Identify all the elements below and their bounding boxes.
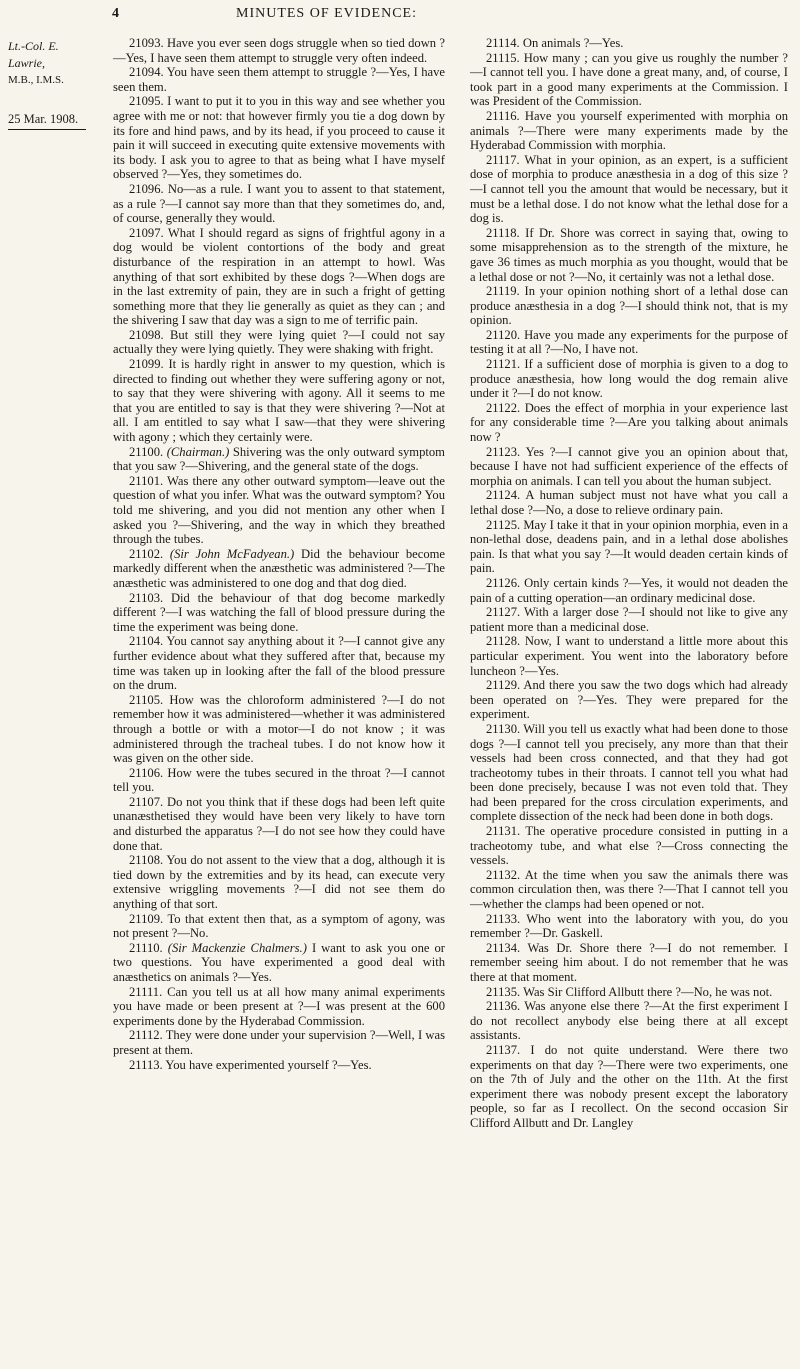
question-number: 21134. [486,940,521,955]
witness-degrees: M.B., I.M.S. [8,74,64,86]
testimony-text: I want to put it to you in this way and see whether you agree with me or not: that however firmly you tie a dog down by its fore and hind paws, and by its head, if you proceed to cause it pain it will succeed in executing quite extensive movements with its body. I ask you to agree to that as being what I have myself observed ?—Yes, they sometimes do. [113,94,445,182]
question-number: 21116. [486,108,520,123]
question-number: 21132. [486,867,521,882]
testimony-paragraph [113,766,445,795]
testimony-paragraph [113,941,445,985]
question-number: 21113. [129,1057,163,1072]
question-number: 21102. [129,546,164,561]
question-number: 21133. [486,911,521,926]
right-column [470,36,788,1131]
page-number: 4 [112,6,119,21]
testimony-text: What in your opinion, as an expert, is a sufficient dose of morphia to produce anæsthesia in a dog of this size ?—I cannot tell you the amount that would be necessary, but it must be a lethal dose. I do not know what the lethal dose for a dog is. [470,152,789,226]
question-number: 21100. [129,444,164,459]
testimony-paragraph [470,109,788,153]
testimony-text: Now, I want to understand a little more about this particular experiment. You went into the laboratory before luncheon ?—Yes. [470,634,788,678]
testimony-paragraph [470,678,788,722]
testimony-paragraph [470,153,788,226]
testimony-text: Was Sir Clifford Allbutt there ?—No, he was not. [523,984,773,999]
question-number: 21127. [486,605,521,620]
witness-margin-note [8,38,86,130]
testimony-paragraph [113,693,445,766]
testimony-text: I want to ask you one or two questions. You have experimented a good deal with anæsthetics on animals ?—Yes. [113,940,445,984]
question-number: 21105. [129,692,164,707]
question-number: 21101. [129,473,164,488]
testimony-paragraph [113,795,445,853]
testimony-text: Only certain kinds ?—Yes, it would not deaden the pain of a cutting operation—an ordinary medicinal dose. [470,575,788,605]
testimony-paragraph [470,488,788,517]
testimony-text: You cannot say anything about it ?—I cannot give any further evidence about what they suffered after that, because my time was taken up in looking after the fall of the blood pressure on the drum. [113,634,445,693]
question-number: 21121. [486,357,521,372]
testimony-paragraph [470,722,788,824]
testimony-text: Does the effect of morphia in your experience last for any considerable time ?—Are you talking about animals now ? [470,400,788,445]
testimony-text: Was Dr. Shore there ?—I do not remember. I remember seeing him about. I do not remember that he was there at that moment. [470,940,789,984]
question-number: 21114. [486,36,520,50]
question-number: 21104. [129,634,164,649]
testimony-text: Will you tell us exactly what had been done to those dogs ?—I cannot tell you precisely, any more than that their vessels had been cross connected, and that they had got tracheotomy tubes in their throats. I cannot tell you what had been done precisely, because I was not even told that. They had been prepared for the cross circulation experiments, and complete dissection of the neck had been done in both dogs. [470,721,788,824]
testimony-text: Do not you think that if these dogs had been left quite unanæsthetised they would have been very likely to have torn and disturbed the apparatus ?—I do not see how they could have done that. [113,794,446,853]
testimony-text: Have you made any experiments for the purpose of testing it at all ?—No, I have not. [470,327,788,357]
testimony-text: What I should regard as signs of frightful agony in a dog would be violent contortions of the body and great disturbance of the respiration in an attempt to howl. Was anything of that sort exhibited by these dogs ?—When dogs are in the last extremity of pain, they are in such a fright of getting something more that they lie generally as quiet as they can ; and the shivering I saw that day was a sign to me of terrific pain. [113,225,445,328]
question-number: 21119. [486,284,520,299]
testimony-paragraph [470,445,788,489]
question-number: 21130. [486,721,521,736]
testimony-paragraph [113,36,445,65]
testimony-paragraph [113,591,445,635]
testimony-paragraph [470,357,788,401]
testimony-paragraph [470,868,788,912]
question-number: 21135. [486,984,521,999]
testimony-text: Who went into the laboratory with you, do you remember ?—Dr. Gaskell. [470,911,788,941]
question-number: 21136. [486,999,521,1014]
testimony-paragraph [113,94,445,182]
testimony-text: Did the behaviour of that dog become markedly different ?—I was watching the fall of blood pressure during the time the experiment was being done. [113,590,445,634]
witness-name: Lt.-Col. E. Lawrie, [8,39,59,70]
testimony-text: You do not assent to the view that a dog, although it is tied down by the extremities and by its head, can execute very extensive wriggling movements ?—I did not see them do anything of that sort. [113,853,445,912]
testimony-text: If a sufficient dose of morphia is given to a dog to produce anæsthesia, how long would the dog remain alive under it ?—I do not know. [470,357,789,401]
question-number: 21095. [129,94,164,109]
questioner: (Sir Mackenzie Chalmers.) [167,940,307,955]
question-number: 21115. [486,50,520,65]
question-number: 21128. [486,634,521,649]
questioner: (Chairman.) [166,444,230,459]
testimony-paragraph [113,1028,445,1057]
testimony-paragraph [470,284,788,328]
question-number: 21122. [486,400,521,415]
testimony-paragraph [470,518,788,576]
testimony-paragraph [113,634,445,692]
question-number: 21103. [129,590,164,605]
testimony-paragraph [470,999,788,1043]
testimony-paragraph [470,36,788,51]
testimony-text: How were the tubes secured in the throat ?—I cannot tell you. [113,765,445,795]
testimony-text: To that extent then that, as a symptom of agony, was not present ?—No. [113,911,445,941]
testimony-text: I do not quite understand. Were there two experiments on that day ?—There were two experiments, one on the 7th of July and the other on the 11th. At the first experiment there was nobody present except the laboratory people, so far as I recollect. On the second occasion Sir Clifford Allbutt and Dr. Langley [470,1042,789,1130]
question-number: 21111. [129,984,163,999]
question-number: 21093. [129,36,164,50]
testimony-text: If Dr. Shore was correct in saying that, owing to some misapprehension as to the strength of the mixture, he gave 36 times as much morphia as you thought, would that be a lethal dose or not ?—No, it certainly was not a lethal dose. [470,225,789,284]
question-number: 21120. [486,327,521,342]
testimony-paragraph [113,474,445,547]
testimony-text: Shivering was the only outward symptom that you saw ?—Shivering, and the general state of the dogs. [113,444,445,474]
testimony-paragraph [113,328,445,357]
question-number: 21099. [129,357,164,372]
question-number: 21124. [486,488,521,503]
question-number: 21123. [486,444,521,459]
testimony-text: But still they were lying quiet ?—I could not say actually they were lying quietly. They were shaking with fright. [113,327,445,357]
question-number: 21131. [486,824,521,839]
testimony-paragraph [113,65,445,94]
testimony-paragraph [113,357,445,445]
testimony-text: Have you ever seen dogs struggle when so tied down ?—Yes, I have seen them attempt to struggle very often indeed. [113,36,445,65]
testimony-paragraph [113,182,445,226]
testimony-text: You have seen them attempt to struggle ?—Yes, I have seen them. [113,65,445,94]
testimony-text: How was the chloroform administered ?—I do not remember how it was administered—whether it was administered through a bottle or with a motor—I do not know ; it was administered through the tracheal tubes. I do not know how it was given on the other side. [113,692,445,766]
question-number: 21097. [129,225,164,240]
testimony-paragraph [470,1043,788,1131]
question-number: 21098. [129,327,164,342]
testimony-text: In your opinion nothing short of a lethal dose can produce anæsthesia in a dog ?—I should think not, that is my opinion. [470,284,788,328]
question-number: 21108. [129,853,164,868]
question-number: 21117. [486,152,520,167]
testimony-paragraph [470,985,788,1000]
left-column [113,36,445,1072]
testimony-paragraph [113,853,445,911]
testimony-paragraph [113,1058,445,1073]
testimony-text: Have you yourself experimented with morphia on animals ?—There were many experiments made by the Hyderabad Commission with morphia. [470,108,788,153]
questioner: (Sir John McFadyean.) [169,546,295,561]
question-number: 21125. [486,517,521,532]
testimony-text: Can you tell us at all how many animal experiments you have made or been present at ?—I was present at the 600 experiments done by the Hyderabad Commission. [113,984,445,1028]
question-number: 21106. [129,765,164,780]
question-number: 21110. [129,940,163,955]
testimony-text: Was anyone else there ?—At the first experiment I do not recollect anybody else being there at all except assistants. [470,999,788,1043]
testimony-paragraph [470,941,788,985]
testimony-paragraph [113,445,445,474]
running-head: MINUTES OF EVIDENCE: [236,6,417,21]
testimony-paragraph [470,226,788,284]
question-number: 21126. [486,575,521,590]
testimony-text: Yes ?—I cannot give you an opinion about that, because I have not had sufficient experience of the effects of morphia on animals. I can tell you about the human subject. [470,444,788,488]
question-number: 21118. [486,225,520,240]
sitting-date: 25 Mar. 1908. [8,111,86,130]
testimony-text: With a larger dose ?—I should not like to give any patient more than a medicinal dose. [470,605,789,634]
testimony-text: Did the behaviour become markedly different when the anæsthetic was administered ?—The anæsthetic was administered to one dog and that dog died. [113,546,445,590]
testimony-text: On animals ?—Yes. [522,36,624,50]
testimony-text: You have experimented yourself ?—Yes. [165,1057,372,1072]
testimony-text: They were done under your supervision ?—Well, I was present at them. [113,1028,445,1057]
testimony-paragraph [470,576,788,605]
testimony-text: The operative procedure consisted in putting in a tracheotomy tube, and what else ?—Cross connecting the vessels. [470,824,788,868]
testimony-paragraph [470,634,788,678]
testimony-paragraph [113,985,445,1029]
question-number: 21096. [129,181,164,196]
question-number: 21109. [129,911,164,926]
question-number: 21094. [129,65,164,80]
question-number: 21137. [486,1042,521,1057]
testimony-text: And there you saw the two dogs which had already been operated on ?—Yes. They were prepared for the experiment. [470,678,788,722]
testimony-text: How many ; can you give us roughly the number ?—I cannot tell you. I have done a great many, and, of course, I took part in a good many experiments at the Commission. I was President of the Commission. [470,50,788,109]
question-number: 21107. [129,794,164,809]
testimony-paragraph [470,912,788,941]
testimony-paragraph [470,401,788,445]
testimony-paragraph [470,824,788,868]
testimony-text: At the time when you saw the animals there was common circulation then, was there ?—That I cannot tell you—whether the clamps had been opened or not. [470,867,788,912]
testimony-paragraph [470,328,788,357]
testimony-paragraph [470,605,788,634]
testimony-text: Was there any other outward symptom—leave out the question of what you infer. What was the outward symptom? You told me shivering, and you did not mention any other when I asked you ?—Shivering, and the way in which they breathed through the tubes. [113,473,445,547]
testimony-text: No—as a rule. I want you to assent to that statement, as a rule ?—I cannot say more than that they sometimes do, and, of course, generally they would. [113,181,445,226]
testimony-paragraph [113,547,445,591]
testimony-paragraph [113,226,445,328]
testimony-text: May I take it that in your opinion morphia, even in a non-lethal dose, deadens pain, and in a lethal dose abolishes pain. Is that what you say ?—It would deaden certain kinds of pain. [470,517,788,576]
testimony-paragraph [113,912,445,941]
question-number: 21129. [486,678,521,693]
question-number: 21112. [129,1028,163,1043]
testimony-text: It is hardly right in answer to my question, which is directed to finding out whether they were suffering agony or not, to say that they were shivering with agony. All it seems to me that you are entitled to say is that they were shivering ?—Not at all. I am entitled to say what I saw—that they were shivering with agony ; which they certainly were. [113,357,446,445]
testimony-paragraph [470,51,788,109]
testimony-text: A human subject must not have what you call a lethal dose ?—No, a dose to relieve ordinary pain. [470,488,788,517]
